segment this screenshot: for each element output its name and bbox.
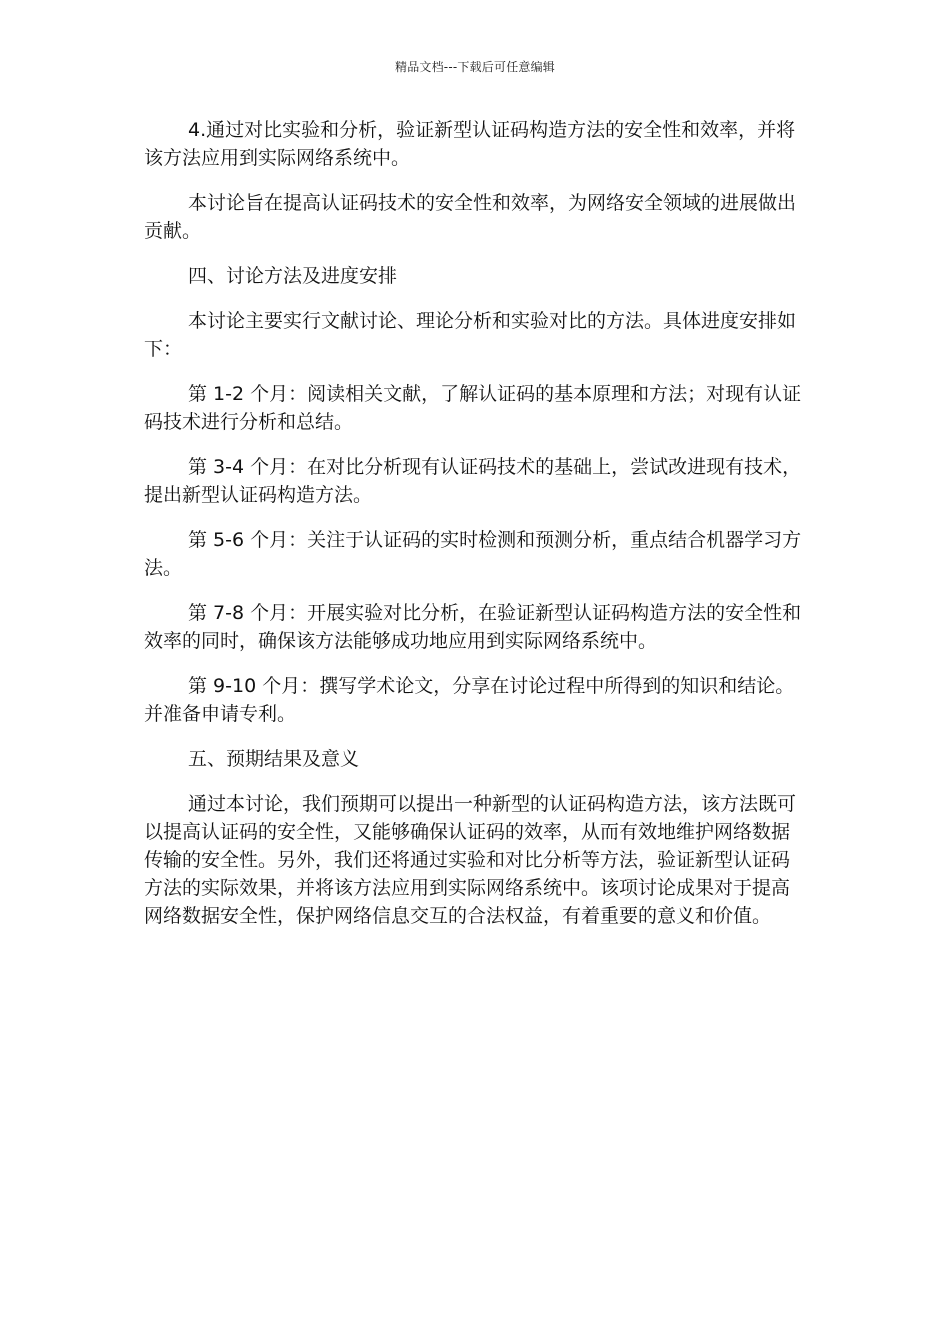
schedule-item-months-1-2: 第 1-2 个月：阅读相关文献，了解认证码的基本原理和方法；对现有认证码技术进行分析和总结。 xyxy=(144,383,802,433)
schedule-item-months-9-10: 第 9-10 个月：撰写学术论文，分享在讨论过程中所得到的知识和结论。并准备申请专利。 xyxy=(144,675,795,725)
schedule-item-months-3-4: 第 3-4 个月：在对比分析现有认证码技术的基础上，尝试改进现有技术，提出新型认证码构造方法。 xyxy=(144,456,802,506)
schedule-item-months-7-8: 第 7-8 个月：开展实验对比分析，在验证新型认证码构造方法的安全性和效率的同时，确保该方法能够成功地应用到实际网络系统中。 xyxy=(144,602,802,652)
schedule-item-months-5-6: 第 5-6 个月：关注于认证码的实时检测和预测分析，重点结合机器学习方法。 xyxy=(144,529,802,579)
page-header: 精品文档---下载后可任意编辑 xyxy=(395,60,555,74)
document-body xyxy=(144,116,808,947)
section-heading-expected-results: 五、预期结果及意义 xyxy=(188,748,360,770)
paragraph-aim: 本讨论旨在提高认证码技术的安全性和效率，为网络安全领域的进展做出贡献。 xyxy=(144,192,797,242)
section-heading-methods: 四、讨论方法及进度安排 xyxy=(188,265,398,287)
paragraph-expected-results: 通过本讨论，我们预期可以提出一种新型的认证码构造方法，该方法既可以提高认证码的安全性，又能够确保认证码的效率，从而有效地维护网络数据传输的安全性。另外，我们还将通过实验和对比分析等方法，验证新型认证码方法的实际效果，并将该方法应用到实际网络系统中。该项讨论成果对于提高网络数据安全性，保护网络信息交互的合法权益，有着重要的意义和价值。 xyxy=(144,793,797,927)
paragraph-methods: 本讨论主要实行文献讨论、理论分析和实验对比的方法。具体进度安排如下： xyxy=(144,310,797,360)
paragraph-objective-4: 4.通过对比实验和分析，验证新型认证码构造方法的安全性和效率，并将该方法应用到实际网络系统中。 xyxy=(144,119,796,169)
